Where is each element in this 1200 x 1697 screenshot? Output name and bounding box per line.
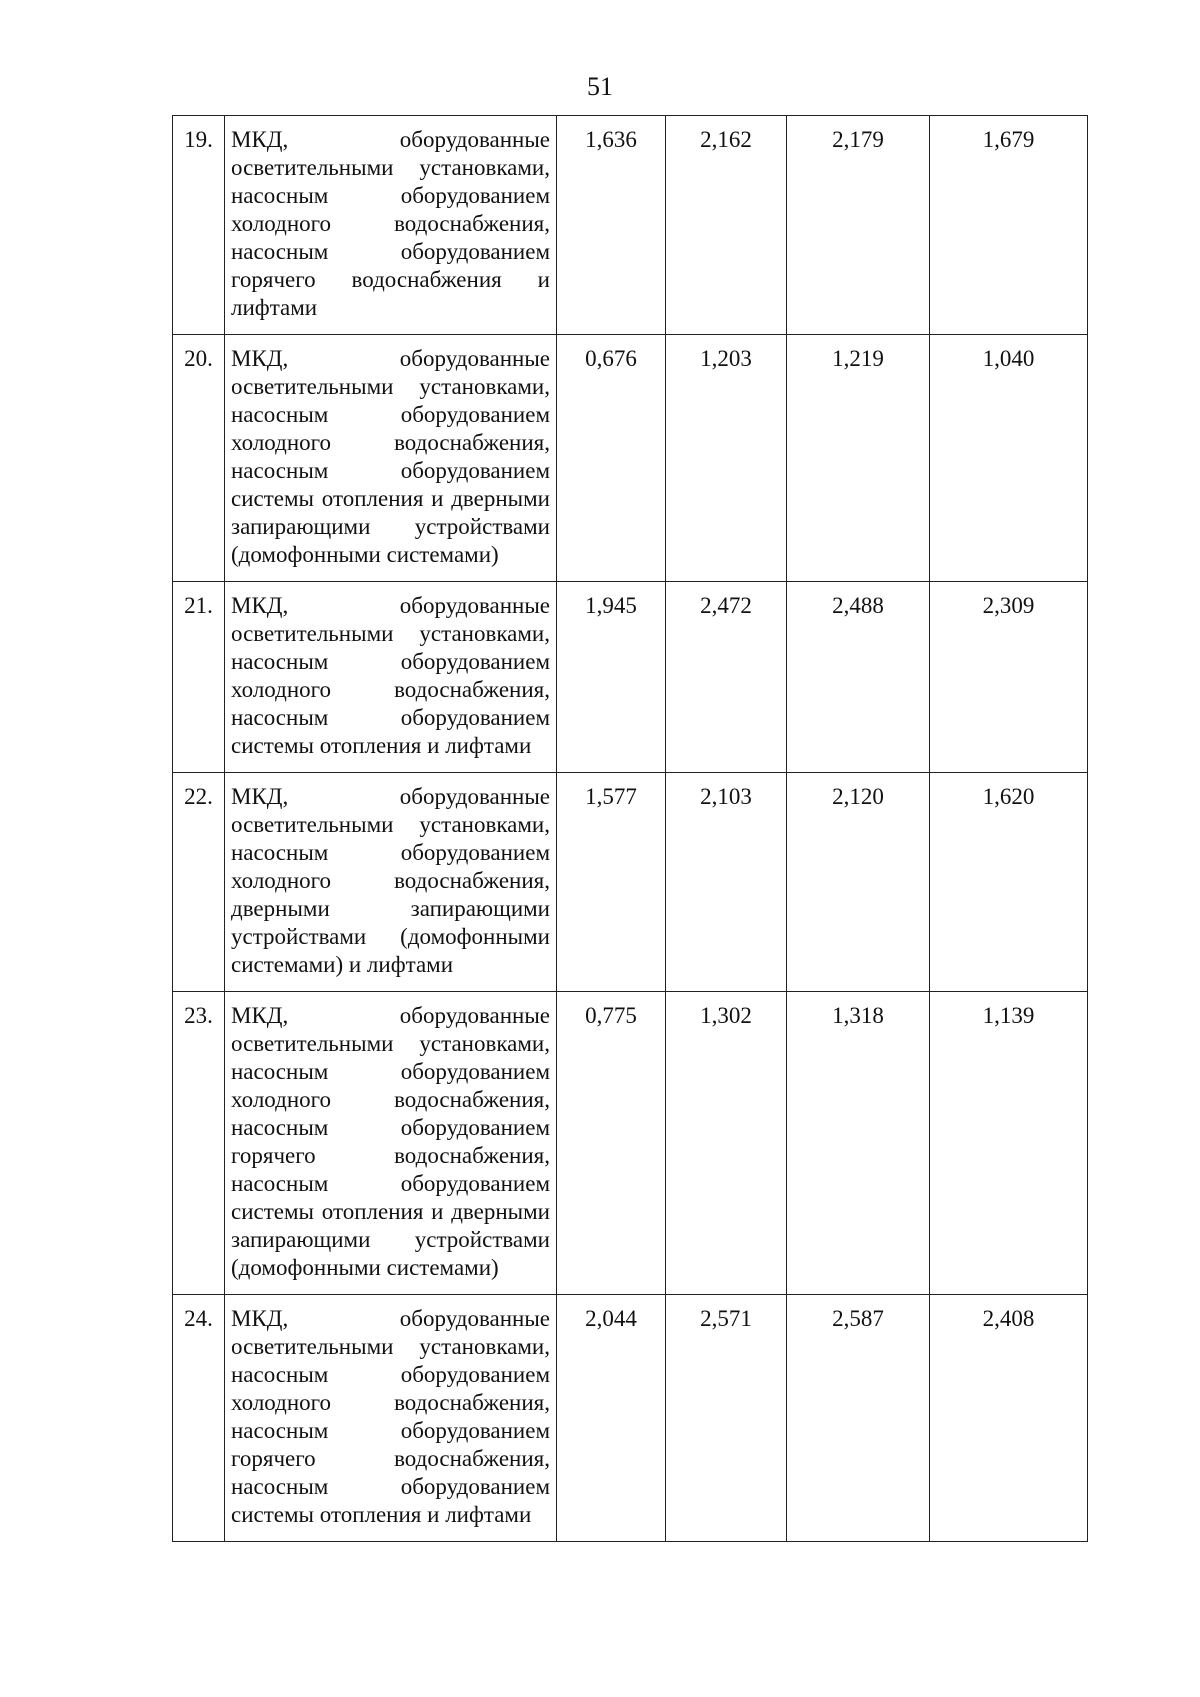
row-description: МКД, оборудованные осветительными установками, насосным оборудованием холодного водоснабжения, насосным оборудованием системы отопления и лифтами (225, 582, 557, 773)
row-value-1: 2,044 (557, 1295, 666, 1542)
row-description: МКД, оборудованные осветительными установками, насосным оборудованием холодного водоснабжения, насосным оборудованием горячего водоснабжения, насосным оборудованием системы отопления и дверными запирающими устройствами (домофонными системами) (225, 992, 557, 1295)
table-row (173, 582, 1088, 773)
row-value-3: 2,120 (787, 773, 930, 992)
row-value-3: 2,488 (787, 582, 930, 773)
table-row (173, 992, 1088, 1295)
row-number: 19. (173, 116, 225, 335)
row-value-1: 0,676 (557, 335, 666, 582)
row-value-2: 2,162 (666, 116, 787, 335)
row-number: 23. (173, 992, 225, 1295)
row-value-4: 1,040 (930, 335, 1088, 582)
row-value-2: 2,103 (666, 773, 787, 992)
row-value-1: 1,945 (557, 582, 666, 773)
row-value-2: 2,472 (666, 582, 787, 773)
row-value-1: 1,636 (557, 116, 666, 335)
row-value-2: 1,203 (666, 335, 787, 582)
table-row (173, 335, 1088, 582)
row-value-3: 2,179 (787, 116, 930, 335)
row-number: 24. (173, 1295, 225, 1542)
row-value-2: 1,302 (666, 992, 787, 1295)
row-value-1: 1,577 (557, 773, 666, 992)
row-description: МКД, оборудованные осветительными установками, насосным оборудованием холодного водоснабжения, насосным оборудованием горячего водоснабжения, насосным оборудованием системы отопления и лифтами (225, 1295, 557, 1542)
row-value-4: 2,408 (930, 1295, 1088, 1542)
table-row (173, 1295, 1088, 1542)
row-value-3: 2,587 (787, 1295, 930, 1542)
page-number: 51 (587, 72, 613, 101)
row-value-2: 2,571 (666, 1295, 787, 1542)
table-row (173, 773, 1088, 992)
row-value-3: 1,318 (787, 992, 930, 1295)
row-description: МКД, оборудованные осветительными установками, насосным оборудованием холодного водоснабжения, дверными запирающими устройствами (домофонными системами) и лифтами (225, 773, 557, 992)
row-value-4: 1,620 (930, 773, 1088, 992)
row-value-4: 1,139 (930, 992, 1088, 1295)
row-number: 20. (173, 335, 225, 582)
row-description: МКД, оборудованные осветительными установками, насосным оборудованием холодного водоснабжения, насосным оборудованием горячего водоснабжения и лифтами (225, 116, 557, 335)
row-number: 21. (173, 582, 225, 773)
table-row (173, 116, 1088, 335)
row-value-3: 1,219 (787, 335, 930, 582)
row-value-4: 2,309 (930, 582, 1088, 773)
row-number: 22. (173, 773, 225, 992)
row-value-4: 1,679 (930, 116, 1088, 335)
norms-table (172, 115, 1088, 1542)
row-value-1: 0,775 (557, 992, 666, 1295)
row-description: МКД, оборудованные осветительными установками, насосным оборудованием холодного водоснабжения, насосным оборудованием системы отопления и дверными запирающими устройствами (домофонными системами) (225, 335, 557, 582)
